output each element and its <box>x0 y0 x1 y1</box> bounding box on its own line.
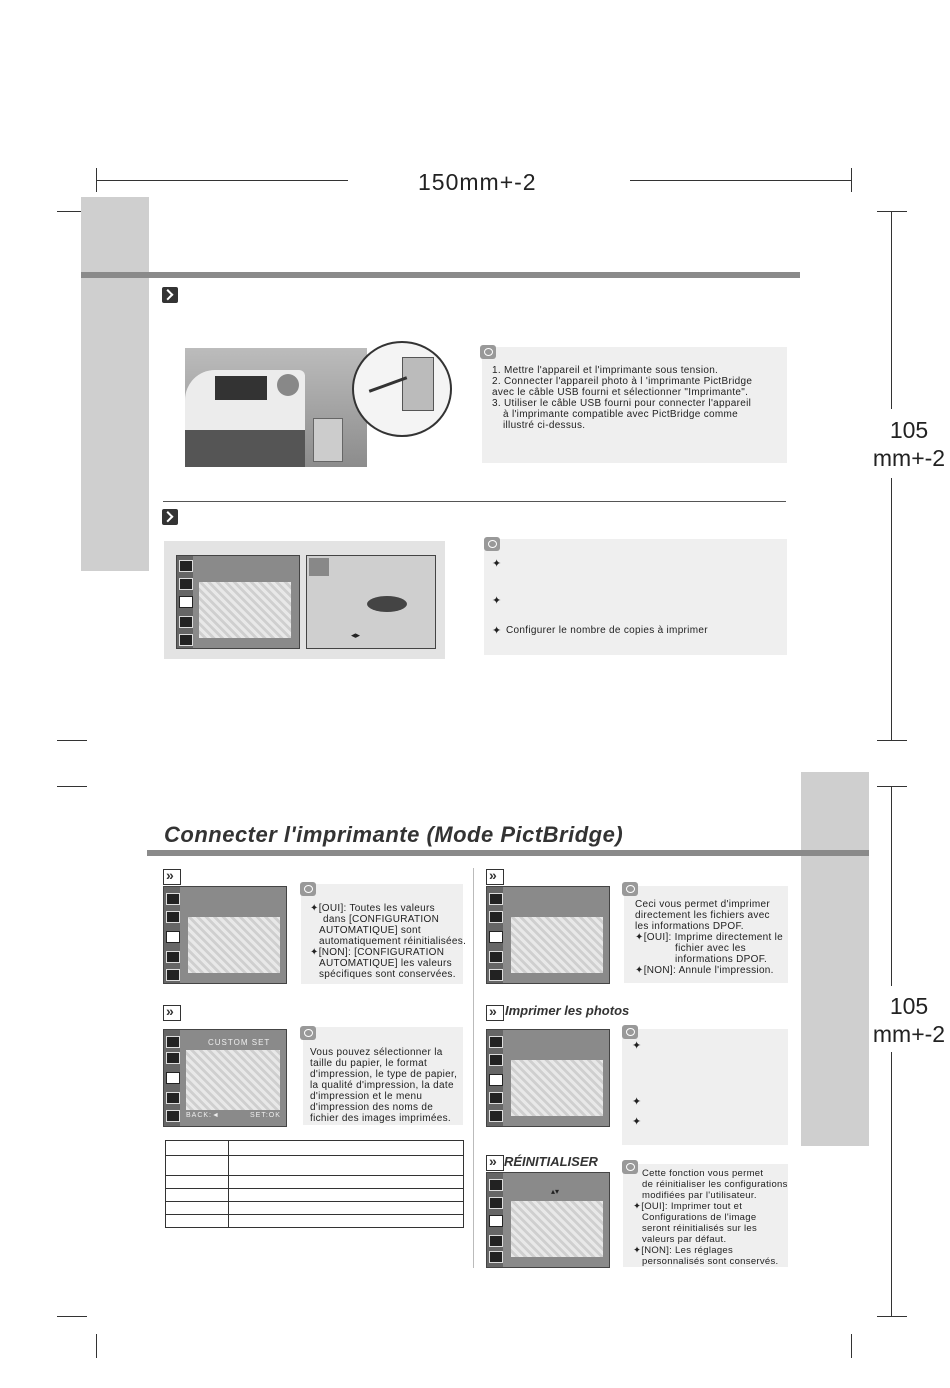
crop-mark <box>877 1316 907 1317</box>
screen-photo <box>186 1050 280 1110</box>
crop-mark <box>57 1316 87 1317</box>
table-row <box>166 1201 463 1202</box>
crop-mark <box>877 786 907 787</box>
menu-icon-column <box>164 887 180 983</box>
crop-mark <box>57 740 87 741</box>
star-bullet-icon: ✦ <box>635 932 644 943</box>
custom-set-text: Vous pouvez sélectionner la taille du papier, le format d'impression, le type de papier, la qualité d'impression, la date d'impression et le menu d'impression des noms de fichier des images imprimées. <box>310 1047 458 1124</box>
menu-icon <box>489 1251 503 1263</box>
star-bullet-icon: ✦ <box>632 1116 642 1128</box>
section-arrow-icon <box>163 1005 181 1021</box>
camera-menu-screen <box>163 886 287 984</box>
copies-panel <box>484 539 787 655</box>
menu-icon <box>489 1110 503 1122</box>
star-bullet-icon: ✦ <box>632 1096 642 1108</box>
photo-preview-screen <box>306 555 436 649</box>
star-bullet-icon: ✦ <box>633 1245 642 1256</box>
settings-table <box>165 1140 464 1228</box>
star-bullet-icon: ✦ <box>492 558 502 570</box>
table-row <box>166 1188 463 1189</box>
crop-mark <box>851 168 852 192</box>
camera-icon <box>300 882 316 896</box>
screen-photo <box>188 917 280 973</box>
star-bullet-icon: ✦ <box>310 947 319 958</box>
star-bullet-icon: ✦ <box>492 625 502 637</box>
menu-icon-selected <box>166 931 180 943</box>
menu-icon <box>179 616 193 628</box>
printer-camera-photo <box>185 348 367 467</box>
section-divider <box>163 501 786 502</box>
menu-icon <box>179 560 193 572</box>
menu-icon <box>489 1092 503 1104</box>
menu-icon <box>166 951 180 963</box>
page-title: Connecter l'imprimante (Mode PictBridge) <box>164 822 624 847</box>
star-bullet-icon: ✦ <box>492 595 502 607</box>
screen-photo <box>199 582 291 638</box>
star-bullet-icon: ✦ <box>635 965 644 976</box>
table-row <box>166 1155 463 1156</box>
camera <box>313 418 343 462</box>
menu-icon-column <box>177 556 193 648</box>
printer-speaker <box>277 374 299 396</box>
star-bullet-icon: ✦ <box>633 1201 642 1212</box>
camera-menu-screen <box>486 1172 610 1268</box>
crop-mark <box>851 1334 852 1358</box>
right-dimension-label-bottom: 105 mm+-2 <box>872 993 946 1047</box>
duck-shape <box>367 596 407 612</box>
menu-icon <box>179 634 193 646</box>
menu-icon-selected <box>489 1215 503 1227</box>
crop-mark <box>877 740 907 741</box>
usb-connection-zoom <box>352 341 452 437</box>
menu-icon <box>489 1197 503 1209</box>
table-row <box>166 1214 463 1215</box>
screen-photo <box>511 1201 603 1257</box>
menu-icon <box>166 911 180 923</box>
menu-icon <box>489 951 503 963</box>
section-arrow-icon <box>486 869 504 885</box>
printer-slot <box>215 376 267 400</box>
section-arrow-icon <box>163 869 181 885</box>
section-arrow-icon <box>162 509 178 525</box>
menu-icon <box>489 893 503 905</box>
copies-text: Configurer le nombre de copies à imprimer <box>506 625 708 636</box>
camera-menu-screen <box>176 555 300 649</box>
menu-icon <box>166 1036 180 1048</box>
menu-icon <box>489 1054 503 1066</box>
page-tab-block <box>801 772 869 1146</box>
camera-menu-screen <box>486 1029 610 1127</box>
reset-title: RÉINITIALISER <box>504 1154 598 1169</box>
dimension-line <box>891 786 892 986</box>
auto-reset-text: ✦[OUI]: Toutes les valeurs dans [CONFIGURATION AUTOMATIQUE] sont automatiquement réinitialisées. ✦[NON]: [CONFIGURATION AUTOMATIQUE] les valeurs spécifiques sont conservées. <box>310 903 467 980</box>
menu-icon <box>489 1036 503 1048</box>
camera-closeup <box>402 357 434 411</box>
column-divider <box>473 868 474 1268</box>
menu-icon <box>489 911 503 923</box>
dimension-line <box>96 180 348 181</box>
section-arrow-icon <box>486 1155 504 1171</box>
camera-icon <box>484 537 500 551</box>
menu-icon <box>166 1092 180 1104</box>
menu-icon <box>166 1110 180 1122</box>
print-photos-panel <box>622 1029 788 1145</box>
menu-icon <box>489 969 503 981</box>
camera-icon <box>622 1025 638 1039</box>
preview-badge <box>309 558 329 576</box>
set-hint: SET:OK <box>250 1112 281 1119</box>
menu-icon-selected <box>166 1072 180 1084</box>
menu-icon-column <box>164 1030 180 1126</box>
menu-icon-column <box>487 1030 503 1126</box>
custom-set-screen <box>163 1029 287 1127</box>
connect-steps: 1. Mettre l'appareil et l'imprimante sous tension. 2. Connecter l'appareil photo à l 'imprimante PictBridge avec le câble USB fourni et sélectionner "Imprimante". 3. Utiliser le câble USB fourni pour connecter l'appareil à l'imprimante compatible avec PictBridge comme illustré ci-dessus. <box>492 365 753 431</box>
right-dimension-label-top: 105 mm+-2 <box>872 417 946 471</box>
screen-photo <box>511 1060 603 1116</box>
menu-icon <box>179 578 193 590</box>
dimension-line <box>891 211 892 409</box>
dpof-text: Ceci vous permet d'imprimer directement les fichiers avec les informations DPOF. ✦[OUI]: Imprime directement le fichier avec les informations DPOF. ✦[NON]: Annule l'impression. <box>635 899 783 976</box>
menu-icon-column <box>487 887 503 983</box>
camera-icon <box>622 882 638 896</box>
scroll-arrows-icon: ▴▾ <box>551 1187 560 1196</box>
camera-icon <box>300 1026 316 1040</box>
camera-menu-screen <box>486 886 610 984</box>
nav-arrows-icon: ◂▸ <box>351 630 361 640</box>
crop-mark <box>96 1334 97 1358</box>
menu-icon-selected <box>489 931 503 943</box>
menu-icon <box>166 893 180 905</box>
crop-mark <box>57 786 87 787</box>
menu-icon <box>166 969 180 981</box>
screen-photo <box>511 917 603 973</box>
top-dimension-label: 150mm+-2 <box>418 169 537 195</box>
reset-text: Cette fonction vous permet de réinitialiser les configurations modifiées par l'utilisateur. ✦[OUI]: Imprimer tout et Configurations de l'image seront réinitialisés sur les valeurs par défaut. ✦[NON]: Les réglages personnalisés sont conservés. <box>633 1168 788 1267</box>
back-hint: BACK:◄ <box>186 1112 220 1119</box>
dimension-line <box>630 180 852 181</box>
star-bullet-icon: ✦ <box>632 1040 642 1052</box>
printer-base <box>185 430 305 467</box>
custom-set-header: CUSTOM SET <box>208 1038 271 1047</box>
section-arrow-icon <box>486 1005 504 1021</box>
print-photos-title: Imprimer les photos <box>505 1003 630 1018</box>
camera-icon <box>480 345 496 359</box>
header-rule <box>147 850 869 856</box>
menu-icon <box>489 1179 503 1191</box>
menu-icon-selected <box>179 596 193 608</box>
dimension-line <box>891 478 892 740</box>
menu-icon <box>489 1235 503 1247</box>
header-rule <box>81 272 800 278</box>
star-bullet-icon: ✦ <box>310 903 319 914</box>
page-tab-block <box>81 197 149 571</box>
menu-icon-selected <box>489 1074 503 1086</box>
dimension-line <box>891 1052 892 1316</box>
menu-icon <box>166 1052 180 1064</box>
crop-mark <box>877 211 907 212</box>
table-row <box>166 1175 463 1176</box>
menu-icon-column <box>487 1173 503 1267</box>
section-arrow-icon <box>162 287 178 303</box>
